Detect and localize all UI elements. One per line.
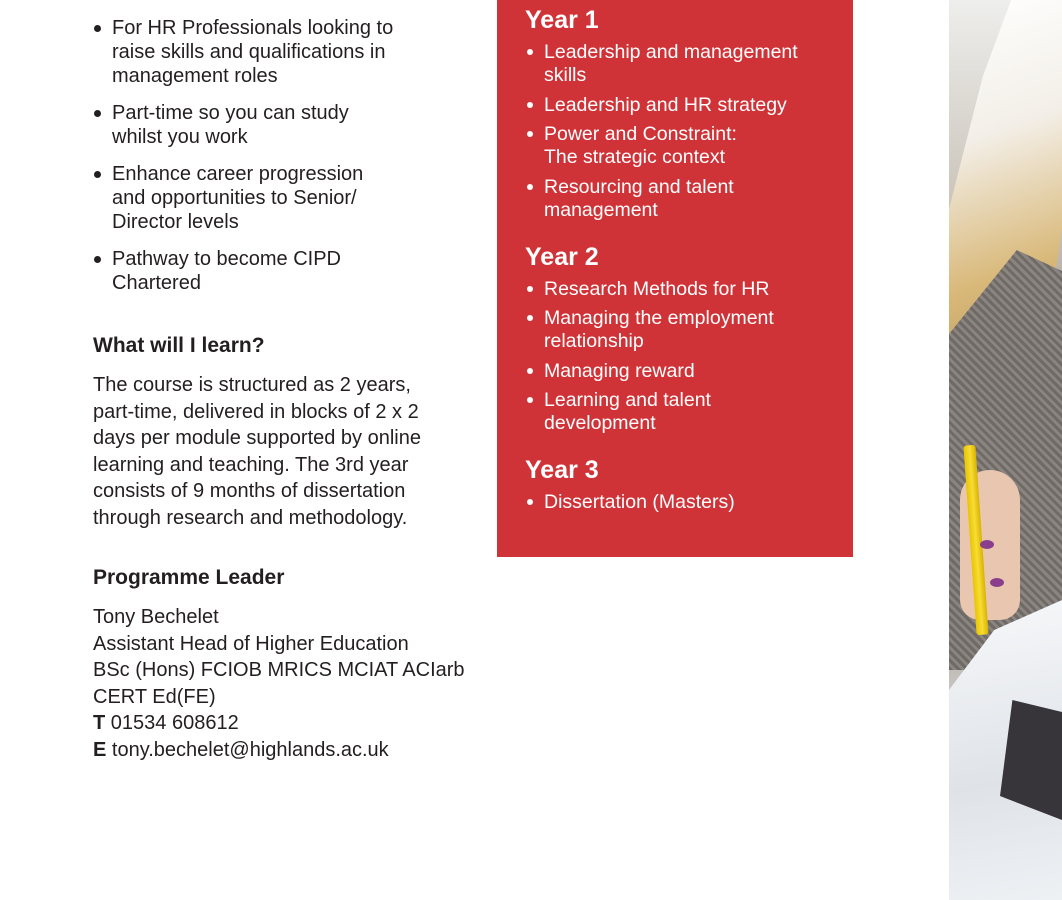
module-item: Resourcing and talent management — [525, 176, 754, 222]
leader-name: Tony Bechelet — [93, 606, 219, 628]
module-item: Power and Constraint: The strategic context — [525, 123, 744, 169]
leader-email-link[interactable]: tony.bechelet@highlands.ac.uk — [111, 738, 389, 761]
leader-role: Assistant Head of Higher Education — [93, 632, 409, 655]
email-label: E — [93, 738, 112, 761]
programme-leader-contact — [93, 604, 473, 763]
intro-bullet-list — [93, 16, 473, 295]
year-3-module-list — [525, 491, 833, 514]
leader-qualifications-cont: CERT Ed(FE) — [93, 685, 216, 708]
year-2-module-list — [525, 278, 833, 436]
photo-fingernail-shape — [990, 578, 1004, 587]
intro-bullet: Enhance career progression and opportunities to Senior/ Director levels — [93, 162, 392, 234]
module-item: Managing the employment relationship — [525, 307, 804, 353]
year-1-title: Year 1 — [525, 6, 599, 34]
intro-bullet: For HR Professionals looking to raise skills and qualifications in management roles — [93, 16, 402, 88]
course-modules-panel — [497, 0, 853, 557]
year-1-module-list — [525, 41, 833, 222]
programme-leader-heading: Programme Leader — [93, 566, 285, 589]
leader-phone[interactable]: 01534 608612 — [110, 712, 239, 734]
intro-bullet: Part-time so you can study whilst you work — [93, 101, 372, 149]
left-column — [93, 0, 473, 763]
photo-fingernail-shape — [980, 540, 994, 549]
module-item: Leadership and management skills — [525, 41, 814, 87]
leader-email-row — [93, 737, 473, 764]
intro-bullet: Pathway to become CIPD Chartered — [93, 247, 362, 295]
module-item: Research Methods for HR — [525, 278, 833, 301]
leader-phone-row — [93, 710, 473, 737]
what-will-i-learn-heading: What will I learn? — [93, 334, 265, 357]
module-item: Managing reward — [525, 360, 833, 383]
year-2-title: Year 2 — [525, 242, 599, 271]
course-description: The course is structured as 2 years, part-time, delivered in blocks of 2 x 2 days per module supported by online learning and teaching. The 3rd year consists of 9 months of dissertation through research and methodology. — [93, 374, 421, 529]
leader-qualifications: BSc (Hons) FCIOB MRICS MCIAT ACIarb — [93, 659, 465, 681]
year-3-title: Year 3 — [525, 456, 599, 484]
module-item: Learning and talent development — [525, 389, 744, 435]
module-item: Leadership and HR strategy — [525, 94, 833, 117]
phone-label: T — [93, 712, 111, 734]
module-item: Dissertation (Masters) — [525, 491, 833, 514]
